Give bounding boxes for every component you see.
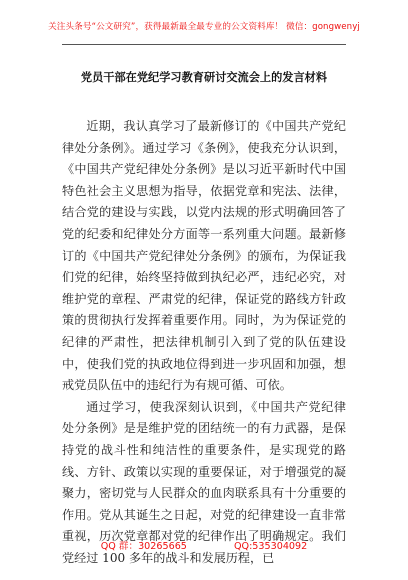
qq-text: QQ:535304092: [233, 541, 308, 552]
header-notice: 关注头条号“公文研究”，获得最新最全最专业的公文资料库！ 微信：gongwenyj: [48, 22, 360, 32]
document-body: [62, 116, 346, 569]
footer-contact: [0, 538, 408, 552]
document-title: 党员干部在党纪学习教育研讨交流会上的发言材料: [80, 71, 328, 84]
paragraph: 通过学习，使我深刻认识到，《中国共产党纪律处分条例》是是维护党的团结统一的有力武器，是保持党的战斗性和纯洁性的重要条件，是实现党的路线、方针、政策以实现的重要保证，对于增强党的凝聚力，密切党与人民群众的血肉联系具有十分重要的作用。党从其诞生之日起，对党的纪律建设一直非常重视，历次党章都对党的纪律作出了明确规定。我们党经过 100 多年的战斗和发展历程，已: [62, 399, 346, 565]
header-divider: [62, 44, 346, 45]
paragraph: 近期，我认真学习了最新修订的《中国共产党纪律处分条例》。通过学习《条例》，使我充分认识到，《中国共产党纪律处分条例》是以习近平新时代中国特色社会主义思想为指导，依据党章和宪法、法律，结合党的建设与实践，以党内法规的形式明确回答了党的纪委和纪律处分方面等一系列重大问题。最新修订的《中国共产党纪律处分条例》的颁布，为保证我们党的纪律，始终坚持做到执纪必严，违纪必究，对维护党的章程、严肃党的纪律，保证党的路线方针政策的贯彻执行发挥着重要作用。同时，为为保证党的纪律的严肃性，把法律机制引入到了党的队伍建设中，使我们党的执政地位得到进一步巩固和加强，想戒党员队伍中的违纪行为有规可循、可依。: [62, 119, 346, 393]
qq-group-text: QQ 群：30265665: [100, 541, 187, 552]
